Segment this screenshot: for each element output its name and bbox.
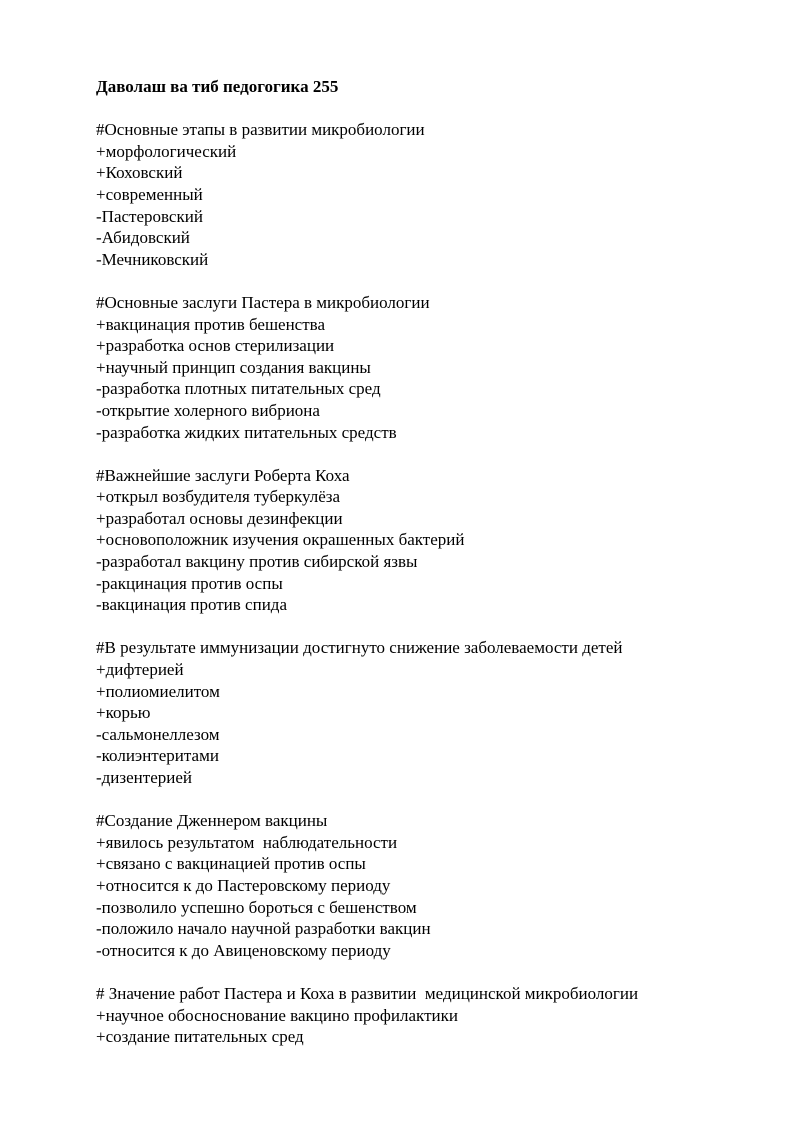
question-text: #Основные этапы в развитии микробиологии [96,120,425,140]
answer-option: +полиомиелитом [96,681,220,701]
answer-option: -позволило успешно бороться с бешенством [96,897,417,917]
answer-option: -сальмонеллезом [96,724,220,744]
question-block [96,465,756,616]
question-text: #В результате иммунизации достигнуто снижение заболеваемости детей [96,638,623,658]
answer-option: -Мечниковский [96,249,209,269]
answer-option: -положило начало научной разработки вакцин [96,919,431,939]
answer-option: -разработка плотных питательных сред [96,379,381,399]
answer-option: +разработал основы дезинфекции [96,508,343,528]
answer-option: -разработка жидких питательных средств [96,422,397,442]
answer-option: -относится к до Авиценовскому периоду [96,940,391,960]
answer-option: +относится к до Пастеровскому периоду [96,875,391,895]
answer-option: +основоположник изучения окрашенных бактерий [96,530,465,550]
document-title: Даволаш ва тиб педогогика 255 [96,77,339,96]
answer-option: -ракцинация против оспы [96,573,283,593]
question-block [96,119,756,270]
answer-option: +современный [96,184,203,204]
answer-option: +открыл возбудителя туберкулёза [96,487,341,507]
answer-option: -Пастеровский [96,206,203,226]
question-text: #Важнейшие заслуги Роберта Коха [96,465,350,485]
question-text: # Значение работ Пастера и Коха в развитии медицинской микробиологии [96,983,639,1003]
answer-option: -разработал вакцину против сибирской язвы [96,552,418,572]
answer-option: +Коховский [96,163,183,183]
answer-option: +научный принцип создания вакцины [96,357,371,377]
question-block [96,637,756,788]
question-block [96,983,756,1048]
answer-option: +дифтерией [96,660,184,680]
answer-option: +вакцинация против бешенства [96,314,326,334]
answer-option: +научное обосноснование вакцино профилактики [96,1005,458,1025]
answer-option: -Абидовский [96,228,190,248]
question-block [96,810,756,961]
answer-option: +морфологический [96,141,237,161]
answer-option: -колиэнтеритами [96,746,219,766]
answer-option: -дизентерией [96,768,192,787]
answer-option: +создание питательных сред [96,1027,304,1047]
answer-option: +корью [96,703,151,723]
answer-option: +разработка основ стерилизации [96,336,335,356]
question-text: #Создание Дженнером вакцины [96,811,328,831]
answer-option: +явилось результатом наблюдательности [96,832,398,852]
document-page [96,76,756,1069]
answer-option: +связано с вакцинацией против оспы [96,854,366,874]
question-block [96,292,756,443]
answer-option: -открытие холерного вибриона [96,400,320,420]
answer-option: -вакцинация против спида [96,595,287,615]
question-text: #Основные заслуги Пастера в микробиологии [96,292,430,312]
